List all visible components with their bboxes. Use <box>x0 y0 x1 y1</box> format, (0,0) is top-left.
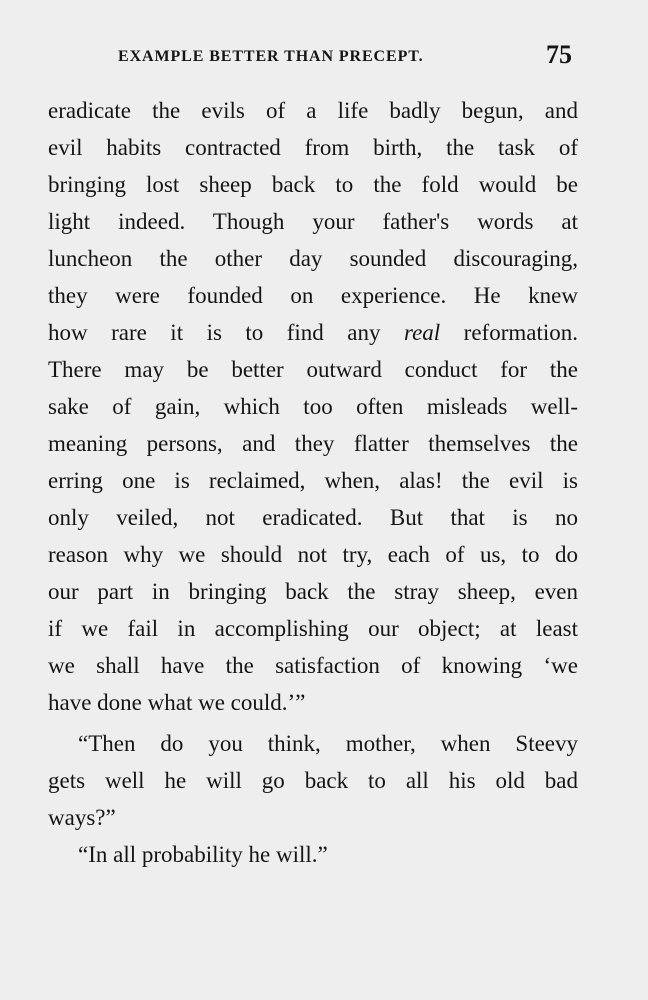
text-line: There may be better outward conduct for the <box>48 357 578 382</box>
text-line: reason why we should not try, each of us, to do <box>48 542 578 567</box>
text-line: if we fail in accomplishing our object; at least <box>48 616 578 641</box>
text-line: gets well he will go back to all his old bad <box>48 768 578 793</box>
paragraph-1 <box>48 92 578 721</box>
text-line: erring one is reclaimed, when, alas! the evil is <box>48 468 578 493</box>
body-text <box>48 92 578 873</box>
text-line: eradicate the evils of a life badly begun, and <box>48 98 578 123</box>
text-line: sake of gain, which too often misleads well- <box>48 394 578 419</box>
text-line: luncheon the other day sounded discouraging, <box>48 246 578 271</box>
text-line: bringing lost sheep back to the fold would be <box>48 172 578 197</box>
text-line: “In all probability he will.” <box>78 842 328 867</box>
text-line: ways?” <box>48 805 116 830</box>
text-line: “Then do you think, mother, when Steevy <box>78 731 578 756</box>
text-line: meaning persons, and they flatter themselves the <box>48 431 578 456</box>
text-line: have done what we could.’” <box>48 690 306 715</box>
text-line: we shall have the satisfaction of knowing ‘we <box>48 653 578 678</box>
page-header <box>118 40 578 80</box>
text-line: evil habits contracted from birth, the task of <box>48 135 578 160</box>
text-line: our part in bringing back the stray sheep, even <box>48 579 578 604</box>
paragraph-3 <box>48 836 578 873</box>
text-line: how rare it is to find any real reformation. <box>48 320 578 345</box>
text-line: only veiled, not eradicated. But that is no <box>48 505 578 530</box>
paragraph-2 <box>48 725 578 836</box>
text-line: light indeed. Though your father's words at <box>48 209 578 234</box>
page-number: 75 <box>546 40 572 69</box>
text-line: they were founded on experience. He knew <box>48 283 578 308</box>
running-head: EXAMPLE BETTER THAN PRECEPT. <box>118 48 424 65</box>
